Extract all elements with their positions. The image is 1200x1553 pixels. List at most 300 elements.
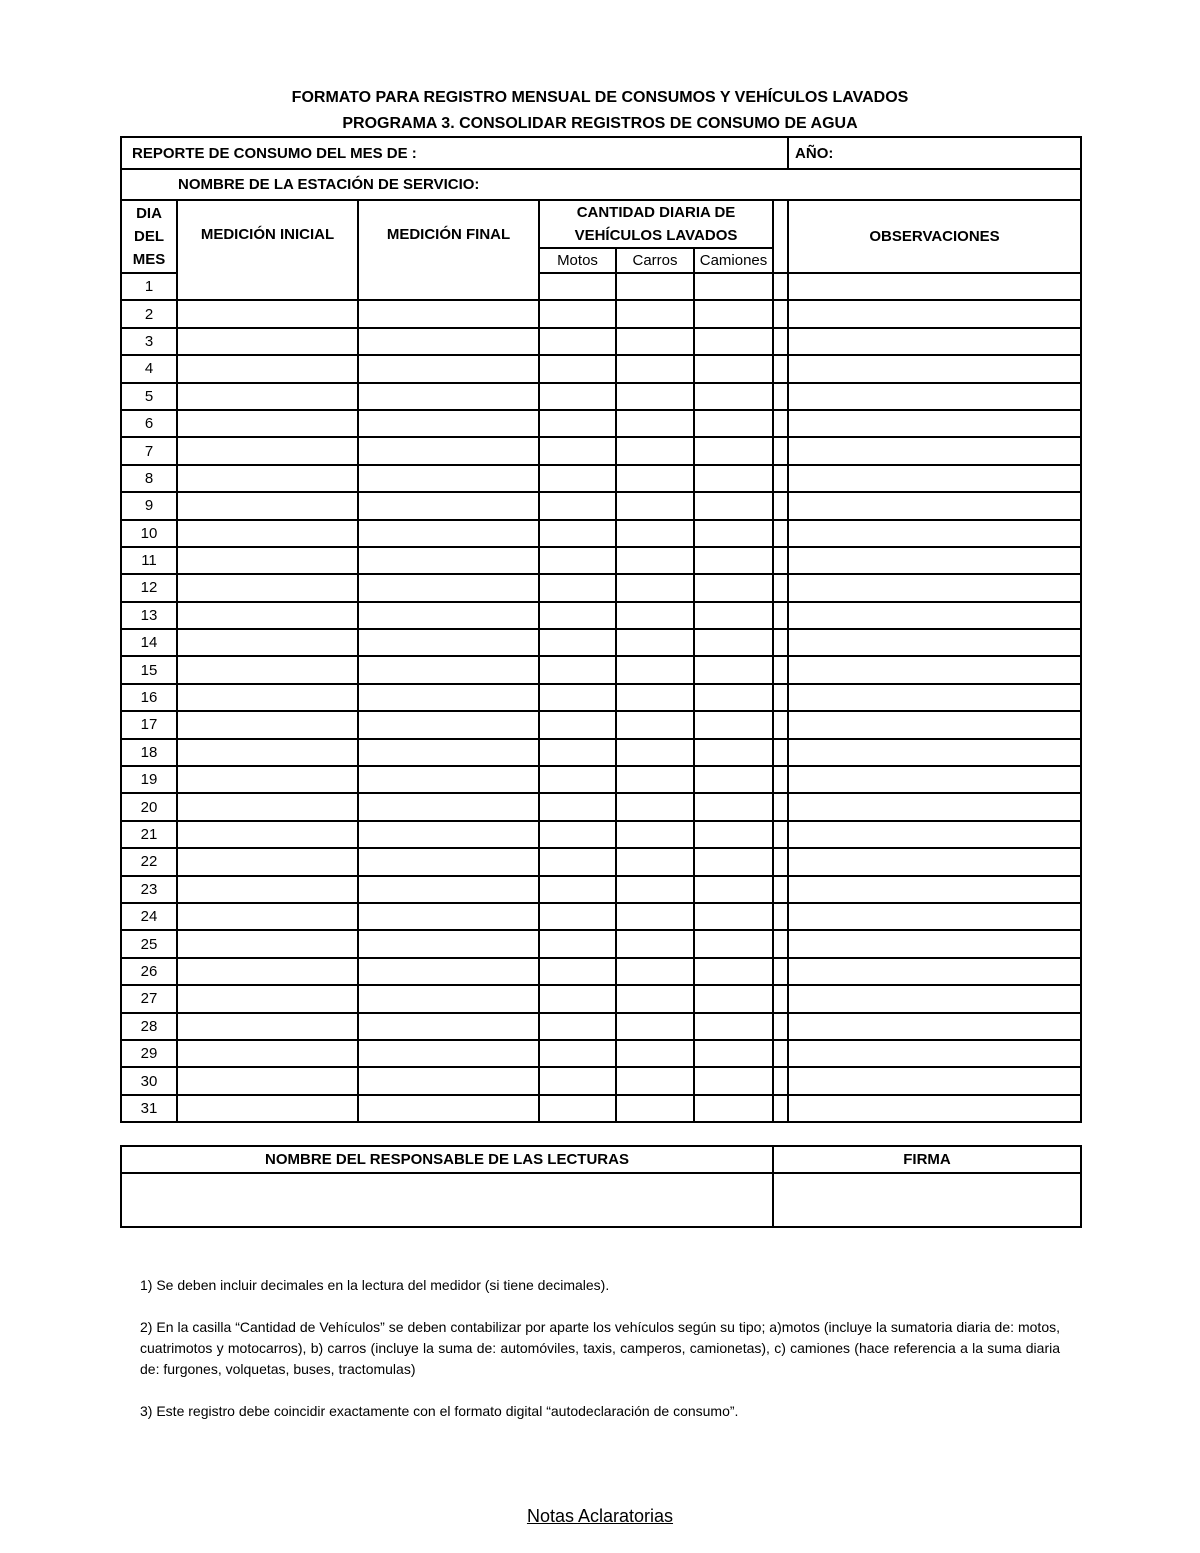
table-row	[121, 1067, 1081, 1094]
carros-cell[interactable]	[616, 383, 694, 410]
motos-cell[interactable]	[539, 766, 616, 793]
day-number: 30	[121, 1067, 177, 1094]
initial-reading-cell[interactable]	[177, 930, 358, 957]
table-row	[121, 766, 1081, 793]
observations-cell[interactable]	[788, 656, 1081, 683]
day-number: 17	[121, 711, 177, 738]
carros-cell[interactable]	[616, 410, 694, 437]
camiones-cell[interactable]	[694, 629, 773, 656]
observations-cell[interactable]	[788, 410, 1081, 437]
separator-cell	[773, 520, 788, 547]
carros-cell[interactable]	[616, 629, 694, 656]
observations-cell[interactable]	[788, 930, 1081, 957]
observations-cell[interactable]	[788, 739, 1081, 766]
form-subtitle: PROGRAMA 3. CONSOLIDAR REGISTROS DE CONSUMO DE AGUA	[342, 115, 858, 132]
separator-cell	[773, 602, 788, 629]
carros-header: Carros	[616, 248, 694, 273]
separator-cell	[773, 273, 788, 300]
motos-cell[interactable]	[539, 328, 616, 355]
day-number: 15	[121, 656, 177, 683]
carros-cell[interactable]	[616, 793, 694, 820]
table-row	[121, 711, 1081, 738]
initial-reading-cell[interactable]	[177, 300, 358, 327]
day-number: 26	[121, 958, 177, 985]
separator-cell	[773, 1040, 788, 1067]
separator-column	[773, 200, 788, 273]
observations-cell[interactable]	[788, 848, 1081, 875]
observations-cell[interactable]	[788, 711, 1081, 738]
carros-cell[interactable]	[616, 876, 694, 903]
final-reading-cell[interactable]	[358, 547, 539, 574]
observations-cell[interactable]	[788, 328, 1081, 355]
carros-cell[interactable]	[616, 437, 694, 464]
day-number: 27	[121, 985, 177, 1012]
separator-cell	[773, 355, 788, 382]
responsible-name-field[interactable]	[121, 1173, 773, 1227]
motos-cell[interactable]	[539, 1040, 616, 1067]
camiones-cell[interactable]	[694, 602, 773, 629]
motos-cell[interactable]	[539, 876, 616, 903]
carros-cell[interactable]	[616, 711, 694, 738]
observations-cell[interactable]	[788, 383, 1081, 410]
initial-reading-cell[interactable]	[177, 629, 358, 656]
motos-cell[interactable]	[539, 958, 616, 985]
table-row	[121, 629, 1081, 656]
observations-cell[interactable]	[788, 1095, 1081, 1122]
table-row	[121, 300, 1081, 327]
carros-cell[interactable]	[616, 602, 694, 629]
camiones-cell[interactable]	[694, 930, 773, 957]
day-number: 7	[121, 437, 177, 464]
carros-cell[interactable]	[616, 821, 694, 848]
table-row	[121, 602, 1081, 629]
table-row	[121, 793, 1081, 820]
initial-reading-cell[interactable]	[177, 793, 358, 820]
initial-reading-cell[interactable]	[177, 684, 358, 711]
table-row	[121, 383, 1081, 410]
final-reading-cell[interactable]	[358, 985, 539, 1012]
motos-cell[interactable]	[539, 1013, 616, 1040]
motos-cell[interactable]	[539, 903, 616, 930]
camiones-cell[interactable]	[694, 1095, 773, 1122]
initial-reading-cell[interactable]	[177, 410, 358, 437]
station-name-label: NOMBRE DE LA ESTACIÓN DE SERVICIO:	[178, 176, 480, 193]
camiones-cell[interactable]	[694, 985, 773, 1012]
final-reading-cell[interactable]	[358, 793, 539, 820]
observations-cell[interactable]	[788, 547, 1081, 574]
report-month-label: REPORTE DE CONSUMO DEL MES DE :	[132, 144, 417, 162]
carros-cell[interactable]	[616, 766, 694, 793]
motos-cell[interactable]	[539, 1067, 616, 1094]
notes-footer-title: Notas Aclaratorias	[526, 1506, 674, 1526]
camiones-cell[interactable]	[694, 465, 773, 492]
camiones-cell[interactable]	[694, 848, 773, 875]
final-reading-cell[interactable]	[358, 656, 539, 683]
camiones-cell[interactable]	[694, 355, 773, 382]
separator-cell	[773, 958, 788, 985]
carros-cell[interactable]	[616, 273, 694, 300]
initial-reading-cell[interactable]	[177, 574, 358, 601]
table-row	[121, 1040, 1081, 1067]
observations-cell[interactable]	[788, 985, 1081, 1012]
day-number: 24	[121, 903, 177, 930]
separator-cell	[773, 1095, 788, 1122]
final-reading-cell[interactable]	[358, 300, 539, 327]
report-month-cell[interactable]	[121, 137, 788, 169]
carros-cell[interactable]	[616, 520, 694, 547]
observations-cell[interactable]	[788, 492, 1081, 519]
carros-cell[interactable]	[616, 958, 694, 985]
note-1: 1) Se deben incluir decimales en la lectura del medidor (si tiene decimales).	[140, 1277, 610, 1293]
day-number: 22	[121, 848, 177, 875]
camiones-cell[interactable]	[694, 492, 773, 519]
day-number: 12	[121, 574, 177, 601]
carros-cell[interactable]	[616, 465, 694, 492]
initial-reading-cell[interactable]	[177, 1013, 358, 1040]
carros-cell[interactable]	[616, 1013, 694, 1040]
form-title: FORMATO PARA REGISTRO MENSUAL DE CONSUMOS Y VEHÍCULOS LAVADOS	[291, 89, 909, 106]
observations-header: OBSERVACIONES	[788, 200, 1081, 273]
table-row	[121, 520, 1081, 547]
camiones-cell[interactable]	[694, 739, 773, 766]
camiones-cell[interactable]	[694, 547, 773, 574]
day-number: 31	[121, 1095, 177, 1122]
camiones-header: Camiones	[694, 248, 773, 273]
day-number: 20	[121, 793, 177, 820]
signature-header: FIRMA	[773, 1146, 1081, 1173]
camiones-cell[interactable]	[694, 410, 773, 437]
carros-cell[interactable]	[616, 547, 694, 574]
motos-cell[interactable]	[539, 985, 616, 1012]
table-row	[121, 739, 1081, 766]
separator-cell	[773, 383, 788, 410]
initial-reading-cell[interactable]	[177, 383, 358, 410]
final-reading-cell[interactable]	[358, 821, 539, 848]
table-row	[121, 1095, 1081, 1122]
camiones-cell[interactable]	[694, 656, 773, 683]
day-number: 5	[121, 383, 177, 410]
motos-cell[interactable]	[539, 300, 616, 327]
final-reading-header: MEDICIÓN FINAL	[358, 200, 539, 300]
final-reading-cell[interactable]	[358, 410, 539, 437]
day-number: 19	[121, 766, 177, 793]
final-reading-cell[interactable]	[358, 492, 539, 519]
final-reading-cell[interactable]	[358, 629, 539, 656]
initial-reading-cell[interactable]	[177, 656, 358, 683]
separator-cell	[773, 574, 788, 601]
initial-reading-cell[interactable]	[177, 848, 358, 875]
final-reading-cell[interactable]	[358, 1040, 539, 1067]
table-row	[121, 848, 1081, 875]
observations-cell[interactable]	[788, 273, 1081, 300]
separator-cell	[773, 629, 788, 656]
final-reading-cell[interactable]	[358, 1013, 539, 1040]
table-row	[121, 684, 1081, 711]
final-reading-cell[interactable]	[358, 711, 539, 738]
final-reading-cell[interactable]	[358, 602, 539, 629]
carros-cell[interactable]	[616, 739, 694, 766]
day-header: DIA DEL MES	[121, 200, 177, 273]
separator-cell	[773, 1067, 788, 1094]
table-row	[121, 574, 1081, 601]
vehicle-count-header: CANTIDAD DIARIA DE VEHÍCULOS LAVADOS	[539, 200, 773, 248]
day-number: 23	[121, 876, 177, 903]
separator-cell	[773, 410, 788, 437]
signature-field[interactable]	[773, 1173, 1081, 1227]
camiones-cell[interactable]	[694, 328, 773, 355]
camiones-cell[interactable]	[694, 766, 773, 793]
note-2: 2) En la casilla “Cantidad de Vehículos” se deben contabilizar por aparte los vehículos según su tipo; a)motos (incluye la sumatoria diaria de: motos, cuatrimotos y motocarros), b) carros (incluye la suma de: automóviles, taxis, camperos, camionetas), c) camiones (hace referencia a la suma diaria de: furgones, volquetas, buses, tractomulas)	[140, 1319, 1060, 1377]
final-reading-cell[interactable]	[358, 520, 539, 547]
initial-reading-cell[interactable]	[177, 355, 358, 382]
day-number: 16	[121, 684, 177, 711]
camiones-cell[interactable]	[694, 1013, 773, 1040]
camiones-cell[interactable]	[694, 1067, 773, 1094]
table-row	[121, 465, 1081, 492]
observations-cell[interactable]	[788, 520, 1081, 547]
day-number: 13	[121, 602, 177, 629]
responsible-name-header: NOMBRE DEL RESPONSABLE DE LAS LECTURAS	[121, 1146, 773, 1173]
table-row	[121, 821, 1081, 848]
motos-cell[interactable]	[539, 355, 616, 382]
carros-cell[interactable]	[616, 684, 694, 711]
observations-cell[interactable]	[788, 355, 1081, 382]
observations-cell[interactable]	[788, 629, 1081, 656]
separator-cell	[773, 766, 788, 793]
initial-reading-cell[interactable]	[177, 1067, 358, 1094]
separator-cell	[773, 711, 788, 738]
camiones-cell[interactable]	[694, 574, 773, 601]
table-row	[121, 985, 1081, 1012]
final-reading-cell[interactable]	[358, 1067, 539, 1094]
motos-cell[interactable]	[539, 793, 616, 820]
camiones-cell[interactable]	[694, 437, 773, 464]
observations-cell[interactable]	[788, 300, 1081, 327]
initial-reading-cell[interactable]	[177, 437, 358, 464]
motos-cell[interactable]	[539, 410, 616, 437]
separator-cell	[773, 793, 788, 820]
observations-cell[interactable]	[788, 1013, 1081, 1040]
motos-cell[interactable]	[539, 547, 616, 574]
day-number: 1	[121, 273, 177, 300]
table-row	[121, 876, 1081, 903]
final-reading-cell[interactable]	[358, 848, 539, 875]
signature-table	[120, 1145, 1082, 1228]
motos-cell[interactable]	[539, 1095, 616, 1122]
carros-cell[interactable]	[616, 1067, 694, 1094]
observations-cell[interactable]	[788, 602, 1081, 629]
motos-cell[interactable]	[539, 684, 616, 711]
initial-reading-cell[interactable]	[177, 821, 358, 848]
motos-cell[interactable]	[539, 520, 616, 547]
motos-cell[interactable]	[539, 492, 616, 519]
note-3: 3) Este registro debe coincidir exactamente con el formato digital “autodeclaración de consumo”.	[140, 1403, 739, 1419]
camiones-cell[interactable]	[694, 903, 773, 930]
camiones-cell[interactable]	[694, 876, 773, 903]
camiones-cell[interactable]	[694, 711, 773, 738]
consumption-register-table	[120, 136, 1082, 1123]
day-number: 10	[121, 520, 177, 547]
table-row	[121, 547, 1081, 574]
observations-cell[interactable]	[788, 793, 1081, 820]
initial-reading-cell[interactable]	[177, 876, 358, 903]
carros-cell[interactable]	[616, 355, 694, 382]
final-reading-cell[interactable]	[358, 437, 539, 464]
separator-cell	[773, 930, 788, 957]
separator-cell	[773, 656, 788, 683]
day-number: 29	[121, 1040, 177, 1067]
final-reading-cell[interactable]	[358, 383, 539, 410]
year-cell[interactable]	[788, 137, 1081, 169]
initial-reading-cell[interactable]	[177, 328, 358, 355]
day-number: 8	[121, 465, 177, 492]
observations-cell[interactable]	[788, 876, 1081, 903]
observations-cell[interactable]	[788, 684, 1081, 711]
carros-cell[interactable]	[616, 492, 694, 519]
initial-reading-cell[interactable]	[177, 1040, 358, 1067]
separator-cell	[773, 300, 788, 327]
observations-cell[interactable]	[788, 574, 1081, 601]
initial-reading-cell[interactable]	[177, 958, 358, 985]
year-label: AÑO:	[795, 144, 834, 162]
table-row	[121, 958, 1081, 985]
final-reading-cell[interactable]	[358, 958, 539, 985]
table-row	[121, 437, 1081, 464]
carros-cell[interactable]	[616, 848, 694, 875]
camiones-cell[interactable]	[694, 958, 773, 985]
table-row	[121, 930, 1081, 957]
table-row	[121, 492, 1081, 519]
final-reading-cell[interactable]	[358, 465, 539, 492]
initial-reading-header: MEDICIÓN INICIAL	[177, 200, 358, 300]
initial-reading-cell[interactable]	[177, 766, 358, 793]
station-name-cell[interactable]	[121, 169, 1081, 200]
separator-cell	[773, 547, 788, 574]
observations-cell[interactable]	[788, 1040, 1081, 1067]
day-number: 25	[121, 930, 177, 957]
day-number: 28	[121, 1013, 177, 1040]
observations-cell[interactable]	[788, 821, 1081, 848]
day-number: 11	[121, 547, 177, 574]
initial-reading-cell[interactable]	[177, 602, 358, 629]
carros-cell[interactable]	[616, 1040, 694, 1067]
final-reading-cell[interactable]	[358, 876, 539, 903]
observations-cell[interactable]	[788, 958, 1081, 985]
carros-cell[interactable]	[616, 656, 694, 683]
initial-reading-cell[interactable]	[177, 711, 358, 738]
carros-cell[interactable]	[616, 903, 694, 930]
carros-cell[interactable]	[616, 1095, 694, 1122]
separator-cell	[773, 985, 788, 1012]
initial-reading-cell[interactable]	[177, 520, 358, 547]
motos-cell[interactable]	[539, 848, 616, 875]
day-number: 2	[121, 300, 177, 327]
motos-cell[interactable]	[539, 739, 616, 766]
table-row	[121, 410, 1081, 437]
motos-cell[interactable]	[539, 602, 616, 629]
camiones-cell[interactable]	[694, 300, 773, 327]
camiones-cell[interactable]	[694, 520, 773, 547]
table-row	[121, 328, 1081, 355]
motos-cell[interactable]	[539, 465, 616, 492]
camiones-cell[interactable]	[694, 793, 773, 820]
day-number: 9	[121, 492, 177, 519]
motos-cell[interactable]	[539, 656, 616, 683]
separator-cell	[773, 437, 788, 464]
initial-reading-cell[interactable]	[177, 739, 358, 766]
observations-cell[interactable]	[788, 465, 1081, 492]
observations-cell[interactable]	[788, 766, 1081, 793]
carros-cell[interactable]	[616, 328, 694, 355]
separator-cell	[773, 739, 788, 766]
motos-cell[interactable]	[539, 711, 616, 738]
carros-cell[interactable]	[616, 930, 694, 957]
final-reading-cell[interactable]	[358, 930, 539, 957]
camiones-cell[interactable]	[694, 821, 773, 848]
initial-reading-cell[interactable]	[177, 547, 358, 574]
separator-cell	[773, 876, 788, 903]
initial-reading-cell[interactable]	[177, 985, 358, 1012]
day-number: 4	[121, 355, 177, 382]
initial-reading-cell[interactable]	[177, 903, 358, 930]
day-number: 14	[121, 629, 177, 656]
separator-cell	[773, 328, 788, 355]
day-number: 3	[121, 328, 177, 355]
final-reading-cell[interactable]	[358, 766, 539, 793]
final-reading-cell[interactable]	[358, 684, 539, 711]
day-number: 18	[121, 739, 177, 766]
day-number: 21	[121, 821, 177, 848]
final-reading-cell[interactable]	[358, 328, 539, 355]
camiones-cell[interactable]	[694, 684, 773, 711]
carros-cell[interactable]	[616, 574, 694, 601]
table-row	[121, 656, 1081, 683]
motos-header: Motos	[539, 248, 616, 273]
motos-cell[interactable]	[539, 383, 616, 410]
separator-cell	[773, 684, 788, 711]
initial-reading-cell[interactable]	[177, 465, 358, 492]
camiones-cell[interactable]	[694, 273, 773, 300]
motos-cell[interactable]	[539, 574, 616, 601]
final-reading-cell[interactable]	[358, 355, 539, 382]
carros-cell[interactable]	[616, 985, 694, 1012]
camiones-cell[interactable]	[694, 383, 773, 410]
separator-cell	[773, 903, 788, 930]
final-reading-cell[interactable]	[358, 574, 539, 601]
motos-cell[interactable]	[539, 437, 616, 464]
observations-cell[interactable]	[788, 437, 1081, 464]
day-number: 6	[121, 410, 177, 437]
final-reading-cell[interactable]	[358, 1095, 539, 1122]
motos-cell[interactable]	[539, 629, 616, 656]
carros-cell[interactable]	[616, 300, 694, 327]
table-row	[121, 355, 1081, 382]
initial-reading-cell[interactable]	[177, 1095, 358, 1122]
observations-cell[interactable]	[788, 1067, 1081, 1094]
camiones-cell[interactable]	[694, 1040, 773, 1067]
final-reading-cell[interactable]	[358, 739, 539, 766]
initial-reading-cell[interactable]	[177, 492, 358, 519]
table-row	[121, 903, 1081, 930]
separator-cell	[773, 492, 788, 519]
motos-cell[interactable]	[539, 273, 616, 300]
motos-cell[interactable]	[539, 821, 616, 848]
final-reading-cell[interactable]	[358, 903, 539, 930]
observations-cell[interactable]	[788, 903, 1081, 930]
motos-cell[interactable]	[539, 930, 616, 957]
separator-cell	[773, 1013, 788, 1040]
separator-cell	[773, 465, 788, 492]
